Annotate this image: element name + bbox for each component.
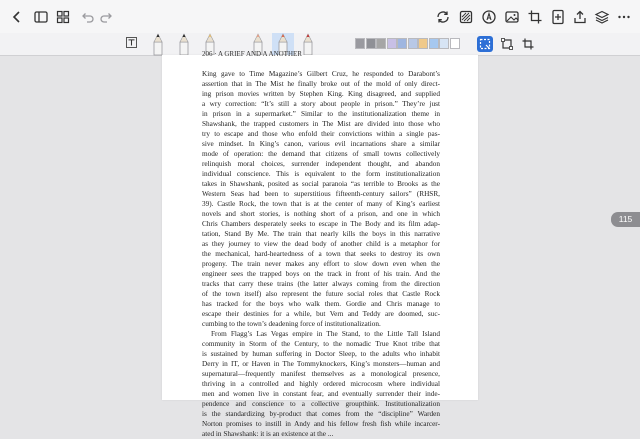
- lasso-select-icon[interactable]: [477, 36, 493, 52]
- running-head: 206 · A GRIEF AND A ANOTHER: [202, 50, 302, 58]
- pen-toolbar: [0, 33, 640, 56]
- text-line: of the town itself) also represent the future social roles that Castle Rock: [202, 290, 440, 298]
- text-line: is the standardizing by-product that comes from the “discipline” Warden: [202, 410, 440, 418]
- color-swatch[interactable]: [387, 38, 397, 49]
- text-line: Norton promises to instill in Andy and his fellow fresh fish while incarcer-: [202, 420, 440, 428]
- text-line: Derry in IT, or Haven in The Tommyknockers, King’s monsters—human and: [202, 360, 440, 368]
- text-line: try to escape and those who enfold their convictions within a single pas-: [202, 130, 440, 138]
- fountain-pen-icon[interactable]: [151, 33, 165, 55]
- sidebar-toggle-icon[interactable]: [32, 8, 50, 26]
- text-line: ated in Shawshank: it is an existence at the ...: [202, 430, 334, 438]
- layers-icon[interactable]: [593, 8, 611, 26]
- text-line: Western Seas had been to superstitious fifteenth-century sailors” (RHSR,: [202, 190, 440, 198]
- text-line: tracks that carry these trains (the latter always coming from the direction: [202, 280, 440, 288]
- text-line: a wry correction: “It’s still a story about people in prison.” They’re just: [202, 100, 440, 108]
- text-line: community in Storm of the Century, to the nomadic True Knot tribe that: [202, 340, 440, 348]
- text-line: King gave to Time Magazine’s Gilbert Cruz, he responded to Darabont’s: [202, 70, 440, 78]
- text-line: is sustained by human suffering in Doctor Sleep, to the adults who inhabit: [202, 350, 440, 358]
- top-bar: [0, 0, 640, 34]
- color-swatch[interactable]: [376, 38, 386, 49]
- crop-icon[interactable]: [526, 8, 544, 26]
- text-line: mode of operation: the demand that citizens of small towns collectively: [202, 150, 440, 158]
- text-line: men and women live in constant fear, and eventually surrender their inde-: [202, 390, 440, 398]
- text-line: has tracked for the boys who walk them. Gordie and Chris manage to: [202, 300, 440, 308]
- text-line: as they journey to view the dead body of another child is a metaphor for: [202, 240, 440, 248]
- crop-select-icon[interactable]: [520, 36, 536, 52]
- color-swatch[interactable]: [397, 38, 407, 49]
- add-page-icon[interactable]: [549, 8, 567, 26]
- text-tool-icon[interactable]: [126, 37, 137, 48]
- text-line: the mechanical, hard-heartedness of a town that seeks to destroy its own: [202, 250, 440, 258]
- color-swatch[interactable]: [408, 38, 418, 49]
- text-line: in prison in a supermarket.” Similar to the institutionalization theme in: [202, 110, 440, 118]
- text-line: ing prison movies written by Stephen King. King disagreed, and supplied: [202, 90, 440, 98]
- text-line: assertion that in The Mist he finally broke out of the mold of only direct-: [202, 80, 440, 88]
- text-line: supernatural—frequently manifest themselves as a monological presence,: [202, 370, 440, 378]
- text-line: 39). Castle Rock, the town that is at the center of many of King’s earliest: [202, 200, 440, 208]
- page-number-badge[interactable]: 115: [611, 212, 640, 227]
- more-options-icon[interactable]: [615, 8, 633, 26]
- text-line: relinquish moral choices, surrender independent thought, and abandon: [202, 160, 440, 168]
- color-swatch[interactable]: [418, 38, 428, 49]
- ballpoint-pen-icon[interactable]: [177, 33, 191, 55]
- image-icon[interactable]: [503, 8, 521, 26]
- grid-view-icon[interactable]: [54, 8, 72, 26]
- color-swatch[interactable]: [429, 38, 439, 49]
- text-line: tation, Stand By Me. The train that nearly kills the boys in this narrative: [202, 230, 440, 238]
- text-line: engineer sees the trapped boys on the track in front of his train. And the: [202, 270, 440, 278]
- back-chevron-icon[interactable]: [8, 8, 26, 26]
- body-text: [202, 69, 440, 439]
- document-page[interactable]: [162, 50, 478, 438]
- text-line: thriving in a controlled and highly ordered microcosm where individual: [202, 380, 440, 388]
- sync-icon[interactable]: [434, 8, 452, 26]
- color-swatch[interactable]: [366, 38, 376, 49]
- texture-icon[interactable]: [457, 8, 475, 26]
- share-icon[interactable]: [571, 8, 589, 26]
- pen-tool-icon[interactable]: [480, 8, 498, 26]
- marker-pen-icon[interactable]: [301, 33, 315, 55]
- frame-select-icon[interactable]: [499, 36, 515, 52]
- text-line: pendence and conscience to a collective groupthink. Institutionalization: [202, 400, 440, 408]
- text-line: Shawshank, the trapped customers in The Mist are divided into those who: [202, 120, 440, 128]
- text-line: escape their destinies for a while, but Vern and Teddy are doomed, suc-: [202, 310, 440, 318]
- text-line: novels and short stories, is nothing short of a prison, and one in which: [202, 210, 440, 218]
- color-swatch[interactable]: [355, 38, 365, 49]
- text-line: takes in Shawshank, posited as social paranoia “as terrible to Brooks as the: [202, 180, 440, 188]
- text-line: progeny. The train never makes any effort to slow down even when the: [202, 260, 440, 268]
- redo-icon[interactable]: [98, 8, 116, 26]
- text-line: sive mindset. In King’s canon, various evil incarnations share a similar: [202, 140, 440, 148]
- text-line: individual conscience. This is equivalent to the form institutionalization: [202, 170, 440, 178]
- color-swatch[interactable]: [439, 38, 449, 49]
- undo-icon[interactable]: [78, 8, 96, 26]
- text-line: cumbing to the town’s deadening force of institutionalization.: [202, 320, 381, 328]
- text-line: Chris Chambers desperately seeks to escape in The Body and its film adap-: [202, 220, 440, 228]
- text-line: From Flagg’s Las Vegas empire in The Stand, to the Little Tall Island: [211, 330, 440, 338]
- color-swatch[interactable]: [450, 38, 460, 49]
